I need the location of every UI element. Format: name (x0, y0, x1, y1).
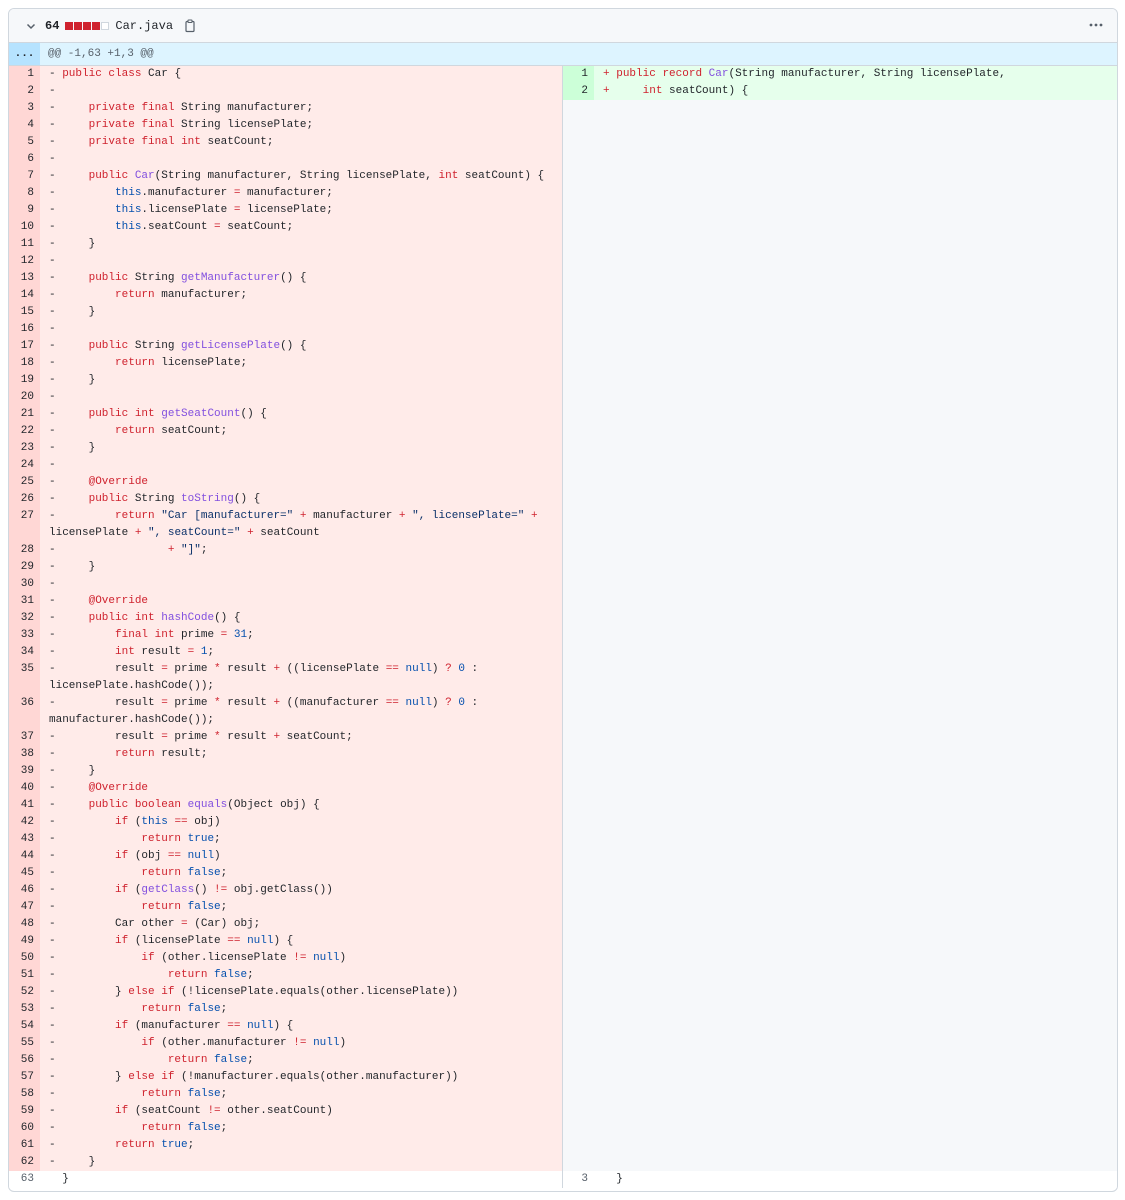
code-text: - public String getLicensePlate() { (40, 338, 562, 355)
code-text: - if (other.licensePlate != null) (40, 950, 562, 967)
code-text: - return false; (40, 865, 562, 882)
code-text: - if (getClass() != obj.getClass()) (40, 882, 562, 899)
deleted-line (9, 831, 562, 848)
line-number[interactable]: 38 (9, 746, 40, 763)
code-text: - } (40, 372, 562, 389)
code-text: - private final String manufacturer; (40, 100, 562, 117)
deleted-line (9, 508, 562, 542)
code-text: + public record Car(String manufacturer, String licensePlate, (594, 66, 1117, 83)
code-text: - result = prime * result + ((manufacturer == null) ? 0 : manufacturer.hashCode()); (40, 695, 562, 729)
code-text: - @Override (40, 593, 562, 610)
changes-count: 64 (45, 18, 60, 33)
deleted-line (9, 1086, 562, 1103)
line-number[interactable]: 7 (9, 168, 40, 185)
added-line (563, 83, 1117, 100)
line-number[interactable]: 21 (9, 406, 40, 423)
code-text: - Car other = (Car) obj; (40, 916, 562, 933)
diffstat-block (65, 22, 73, 30)
deleted-line (9, 236, 562, 253)
code-text: - } (40, 1154, 562, 1171)
deleted-line (9, 780, 562, 797)
line-number[interactable]: 44 (9, 848, 40, 865)
line-number[interactable]: 1 (563, 66, 594, 83)
code-text: - } (40, 440, 562, 457)
code-text: - this.manufacturer = manufacturer; (40, 185, 562, 202)
chevron-down-icon[interactable] (23, 18, 39, 34)
line-number[interactable]: 15 (9, 304, 40, 321)
deleted-line (9, 491, 562, 508)
line-number[interactable]: 19 (9, 372, 40, 389)
code-text: - return licensePlate; (40, 355, 562, 372)
deleted-line (9, 100, 562, 117)
code-text: - return true; (40, 831, 562, 848)
line-number[interactable]: 24 (9, 457, 40, 474)
diffstat-block (92, 22, 100, 30)
code-text: - return false; (40, 1086, 562, 1103)
code-text: - public boolean equals(Object obj) { (40, 797, 562, 814)
code-text: - (40, 253, 562, 270)
context-line (9, 1171, 562, 1188)
kebab-icon[interactable] (1087, 17, 1105, 33)
deleted-line (9, 321, 562, 338)
deleted-line (9, 933, 562, 950)
deleted-line (9, 1103, 562, 1120)
line-number[interactable]: 12 (9, 253, 40, 270)
deleted-line (9, 593, 562, 610)
deleted-line (9, 219, 562, 236)
line-number[interactable]: 10 (9, 219, 40, 236)
file-header (9, 9, 1117, 43)
deleted-line (9, 83, 562, 100)
deleted-line (9, 423, 562, 440)
line-number[interactable]: 45 (9, 865, 40, 882)
deleted-line (9, 848, 562, 865)
line-number[interactable]: 36 (9, 695, 40, 729)
deleted-line (9, 576, 562, 593)
line-number[interactable]: 32 (9, 610, 40, 627)
line-number[interactable]: 3 (9, 100, 40, 117)
line-number[interactable]: 43 (9, 831, 40, 848)
deleted-line (9, 202, 562, 219)
deleted-line (9, 746, 562, 763)
line-number[interactable]: 47 (9, 899, 40, 916)
deleted-line (9, 1035, 562, 1052)
line-number[interactable]: 6 (9, 151, 40, 168)
deleted-line (9, 151, 562, 168)
line-number[interactable]: 8 (9, 185, 40, 202)
line-number[interactable]: 16 (9, 321, 40, 338)
code-text: + int seatCount) { (594, 83, 1117, 100)
deleted-line (9, 984, 562, 1001)
hunk-range: @@ -1,63 +1,3 @@ (48, 48, 154, 60)
code-text: - this.seatCount = seatCount; (40, 219, 562, 236)
split-diff (9, 66, 1117, 1188)
code-text: } (603, 1173, 623, 1185)
expand-button[interactable]: ... (9, 43, 40, 65)
code-text: - return false; (40, 1120, 562, 1137)
line-number[interactable]: 26 (9, 491, 40, 508)
file-name[interactable]: Car.java (115, 18, 174, 33)
deleted-line (9, 950, 562, 967)
code-text: - if (licensePlate == null) { (40, 933, 562, 950)
code-text: - if (seatCount != other.seatCount) (40, 1103, 562, 1120)
code-text: - return false; (40, 899, 562, 916)
deleted-line (9, 117, 562, 134)
code-text: - result = prime * result + ((licensePlate == null) ? 0 : licensePlate.hashCode()); (40, 661, 562, 695)
copy-icon[interactable] (183, 18, 199, 34)
line-number[interactable]: 2 (563, 83, 594, 100)
line-number[interactable]: 41 (9, 797, 40, 814)
line-number[interactable]: 1 (9, 66, 40, 83)
deleted-line (9, 185, 562, 202)
line-number[interactable]: 20 (9, 389, 40, 406)
line-number[interactable]: 34 (9, 644, 40, 661)
context-line (563, 1171, 1117, 1188)
deleted-line (9, 168, 562, 185)
code-text: - public int getSeatCount() { (40, 406, 562, 423)
code-text: - if (manufacturer == null) { (40, 1018, 562, 1035)
left-pane (9, 66, 563, 1188)
deleted-line (9, 304, 562, 321)
deleted-line (9, 1120, 562, 1137)
deleted-line (9, 882, 562, 899)
deleted-line (9, 559, 562, 576)
line-number[interactable]: 11 (9, 236, 40, 253)
deleted-line (9, 440, 562, 457)
line-number[interactable]: 30 (9, 576, 40, 593)
line-number[interactable]: 51 (9, 967, 40, 984)
deleted-line (9, 1001, 562, 1018)
code-text: - public Car(String manufacturer, String licensePlate, int seatCount) { (40, 168, 562, 185)
deleted-line (9, 287, 562, 304)
line-number[interactable]: 35 (9, 661, 40, 695)
line-number[interactable]: 33 (9, 627, 40, 644)
deleted-line (9, 644, 562, 661)
code-text: - return false; (40, 1001, 562, 1018)
deleted-line (9, 66, 562, 83)
deleted-line (9, 661, 562, 695)
deleted-line (9, 814, 562, 831)
code-text: - } (40, 304, 562, 321)
code-text: - (40, 321, 562, 338)
added-line (563, 66, 1117, 83)
code-text: - int result = 1; (40, 644, 562, 661)
line-number[interactable]: 17 (9, 338, 40, 355)
deleted-line (9, 372, 562, 389)
line-number[interactable]: 48 (9, 916, 40, 933)
line-number[interactable]: 3 (581, 1173, 588, 1185)
line-number[interactable]: 31 (9, 593, 40, 610)
right-pane (563, 66, 1117, 1188)
deleted-line (9, 729, 562, 746)
line-number[interactable]: 56 (9, 1052, 40, 1069)
empty-region (563, 100, 1117, 1171)
code-text: - if (obj == null) (40, 848, 562, 865)
code-text: - } (40, 763, 562, 780)
code-text: - return "Car [manufacturer=" + manufacturer + ", licensePlate=" + licensePlate + ", seatCount=" + seatCount (40, 508, 562, 542)
deleted-line (9, 916, 562, 933)
line-number[interactable]: 46 (9, 882, 40, 899)
line-number[interactable]: 50 (9, 950, 40, 967)
line-number[interactable]: 57 (9, 1069, 40, 1086)
line-number[interactable]: 9 (9, 202, 40, 219)
code-text: - public String toString() { (40, 491, 562, 508)
deleted-line (9, 1052, 562, 1069)
code-text: - return false; (40, 967, 562, 984)
diffstat (65, 22, 109, 30)
code-text: - (40, 576, 562, 593)
code-text: - } else if (!licensePlate.equals(other.licensePlate)) (40, 984, 562, 1001)
deleted-line (9, 899, 562, 916)
code-text: - private final String licensePlate; (40, 117, 562, 134)
code-text: - result = prime * result + seatCount; (40, 729, 562, 746)
deleted-line (9, 457, 562, 474)
code-text: - } (40, 559, 562, 576)
deleted-line (9, 797, 562, 814)
line-number[interactable]: 23 (9, 440, 40, 457)
line-number[interactable]: 54 (9, 1018, 40, 1035)
deleted-line (9, 542, 562, 559)
line-number[interactable]: 37 (9, 729, 40, 746)
deleted-line (9, 474, 562, 491)
line-number[interactable]: 59 (9, 1103, 40, 1120)
deleted-line (9, 865, 562, 882)
line-number[interactable]: 60 (9, 1120, 40, 1137)
code-text: - return manufacturer; (40, 287, 562, 304)
deleted-line (9, 610, 562, 627)
line-number[interactable]: 14 (9, 287, 40, 304)
code-text: - (40, 389, 562, 406)
line-number[interactable]: 4 (9, 117, 40, 134)
line-number[interactable]: 58 (9, 1086, 40, 1103)
line-number[interactable]: 49 (9, 933, 40, 950)
line-number[interactable]: 5 (9, 134, 40, 151)
code-text: - (40, 457, 562, 474)
deleted-line (9, 406, 562, 423)
line-number[interactable]: 28 (9, 542, 40, 559)
line-number[interactable]: 55 (9, 1035, 40, 1052)
hunk-header (9, 43, 1117, 66)
diffstat-block (101, 22, 109, 30)
line-number[interactable]: 13 (9, 270, 40, 287)
deleted-line (9, 695, 562, 729)
code-text: - final int prime = 31; (40, 627, 562, 644)
code-text: - } else if (!manufacturer.equals(other.manufacturer)) (40, 1069, 562, 1086)
code-text: - return seatCount; (40, 423, 562, 440)
code-text: - } (40, 236, 562, 253)
deleted-line (9, 1137, 562, 1154)
code-text: - + "]"; (40, 542, 562, 559)
code-text: - @Override (40, 474, 562, 491)
line-number[interactable]: 29 (9, 559, 40, 576)
deleted-line (9, 763, 562, 780)
code-text: - public class Car { (40, 66, 562, 83)
code-text: - private final int seatCount; (40, 134, 562, 151)
line-number[interactable]: 2 (9, 83, 40, 100)
line-number[interactable]: 62 (9, 1154, 40, 1171)
line-number[interactable]: 39 (9, 763, 40, 780)
code-text: - public int hashCode() { (40, 610, 562, 627)
code-text: - public String getManufacturer() { (40, 270, 562, 287)
deleted-line (9, 1154, 562, 1171)
code-text: - (40, 83, 562, 100)
code-text: - (40, 151, 562, 168)
code-text: - return true; (40, 1137, 562, 1154)
code-text: } (49, 1173, 69, 1185)
deleted-line (9, 134, 562, 151)
line-number[interactable]: 42 (9, 814, 40, 831)
deleted-line (9, 967, 562, 984)
deleted-line (9, 253, 562, 270)
code-text: - @Override (40, 780, 562, 797)
deleted-line (9, 627, 562, 644)
deleted-line (9, 389, 562, 406)
code-text: - return false; (40, 1052, 562, 1069)
code-text: - if (this == obj) (40, 814, 562, 831)
deleted-line (9, 1018, 562, 1035)
line-number[interactable]: 27 (9, 508, 40, 542)
line-number[interactable]: 25 (9, 474, 40, 491)
code-text: - return result; (40, 746, 562, 763)
diff-file (8, 8, 1118, 1192)
diffstat-block (83, 22, 91, 30)
deleted-line (9, 270, 562, 287)
code-text: - if (other.manufacturer != null) (40, 1035, 562, 1052)
line-number[interactable]: 61 (9, 1137, 40, 1154)
deleted-line (9, 1069, 562, 1086)
code-text: - this.licensePlate = licensePlate; (40, 202, 562, 219)
deleted-line (9, 338, 562, 355)
diffstat-block (74, 22, 82, 30)
line-number[interactable]: 40 (9, 780, 40, 797)
line-number[interactable]: 18 (9, 355, 40, 372)
line-number[interactable]: 22 (9, 423, 40, 440)
deleted-line (9, 355, 562, 372)
line-number[interactable]: 63 (20, 1173, 34, 1185)
line-number[interactable]: 53 (9, 1001, 40, 1018)
line-number[interactable]: 52 (9, 984, 40, 1001)
